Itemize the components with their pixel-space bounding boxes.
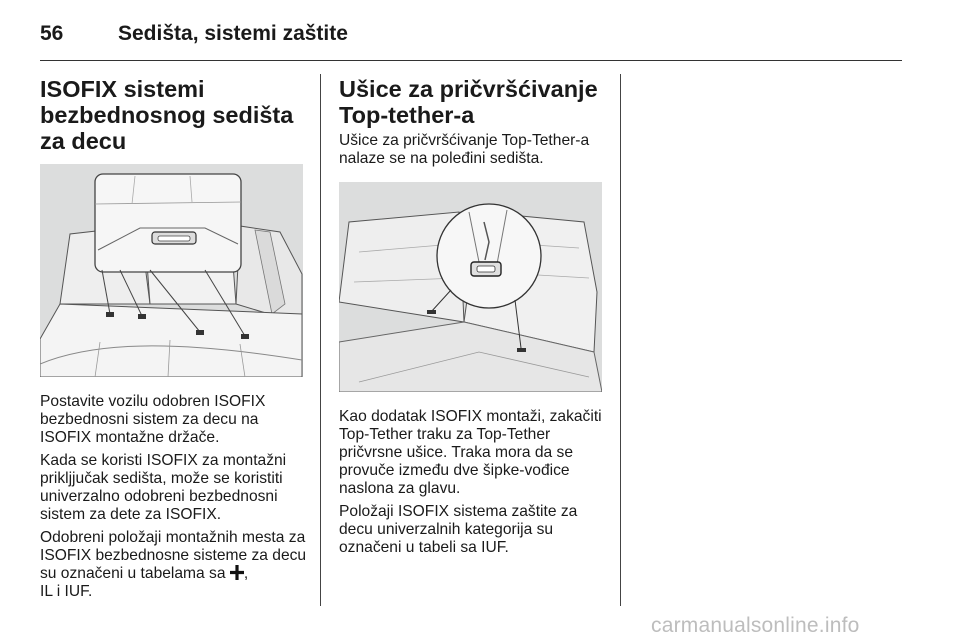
left-paragraph-3-text: Odobreni položaji montažnih mesta za ISOFIX bezbednosne sisteme za decu su označeni u tabelama sa <box>40 529 307 582</box>
header-rule <box>40 60 902 61</box>
page-number: 56 <box>40 22 64 45</box>
middle-intro: Ušice za pričvršćivanje Top-Tether-a nalaze se na poleđini sedišta. <box>339 132 590 167</box>
left-column <box>40 76 308 606</box>
left-paragraph-3-comma: , <box>243 565 249 582</box>
rear-seat-isofix-illustration <box>40 164 303 377</box>
plus-symbol-icon <box>230 565 244 580</box>
middle-paragraph-2: Položaji ISOFIX sistema zaštite za decu univerzalnih kategorija su označeni u tabeli sa IUF. <box>339 503 578 556</box>
column-divider-1 <box>320 74 321 606</box>
middle-heading: Ušice za pričvršćivanje Top-tether-a <box>339 76 598 128</box>
column-divider-2 <box>620 74 621 606</box>
isofix-figure <box>40 164 303 377</box>
top-tether-figure <box>339 182 602 392</box>
middle-column <box>339 76 609 562</box>
left-paragraph-2: Kada se koristi ISOFIX za montažni prikljjučak sedišta, može se koristiti univerzalno odobreni bezbednosni sistem za dete za ISOFIX. <box>40 452 287 523</box>
left-paragraph-3 <box>40 529 308 601</box>
left-paragraph-3-tail: IL i IUF. <box>40 583 93 600</box>
watermark: carmanualsonline.info <box>651 614 860 637</box>
top-tether-eyelet-illustration <box>339 182 602 392</box>
section-title: Sedišta, sistemi zaštite <box>118 22 348 45</box>
left-paragraph-1: Postavite vozilu odobren ISOFIX bezbednosni sistem za decu na ISOFIX montažne držače. <box>40 393 266 446</box>
left-heading: ISOFIX sistemi bezbednosnog sedišta za decu <box>40 76 294 154</box>
middle-paragraph-1: Kao dodatak ISOFIX montaži, zakačiti Top-Tether traku za Top-Tether pričvrsne ušice. Traka mora da se provuče između dve šipke-vođice naslona za glavu. <box>339 408 602 497</box>
